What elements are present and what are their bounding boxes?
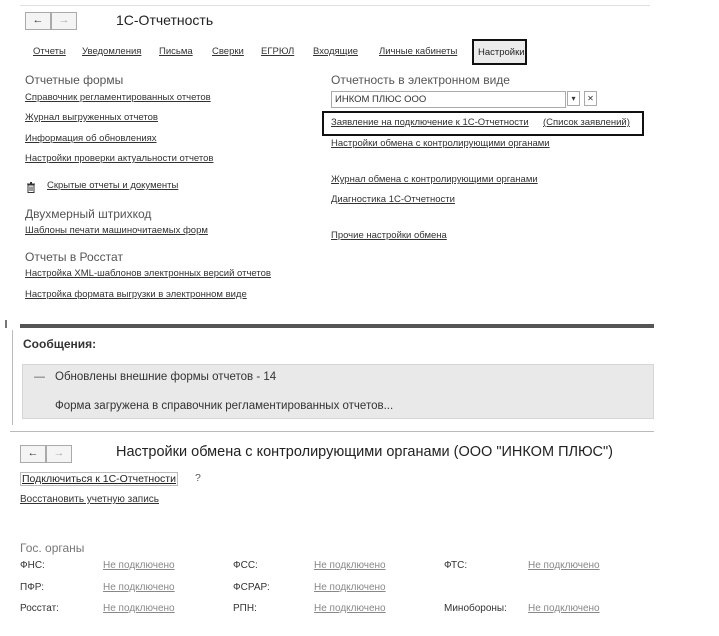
body-label-rosstat: Росстат:	[20, 603, 59, 614]
link-diagnostics[interactable]: Диагностика 1С-Отчетности	[331, 194, 455, 205]
exchange-nav-group	[20, 445, 72, 463]
body-status-pfr[interactable]: Не подключено	[103, 582, 175, 593]
organization-field[interactable]: ИНКОМ ПЛЮС ООО	[331, 91, 566, 108]
tab-settings-label: Настройки	[478, 47, 525, 58]
back-button[interactable]: ←	[25, 12, 51, 30]
tab-settings[interactable]	[472, 39, 527, 65]
body-status-mod[interactable]: Не подключено	[528, 603, 600, 614]
panel-separator	[20, 324, 654, 328]
tab-egrul[interactable]: ЕГРЮЛ	[261, 46, 295, 57]
tab-incoming[interactable]: Входящие	[313, 46, 359, 57]
body-status-rpn[interactable]: Не подключено	[314, 603, 386, 614]
tab-personal-accounts[interactable]: Личные кабинеты	[379, 46, 458, 57]
link-actuality-settings[interactable]: Настройки проверки актуальности отчетов	[25, 153, 214, 164]
body-status-rosstat[interactable]: Не подключено	[103, 603, 175, 614]
gov-bodies-heading: Гос. органы	[20, 541, 85, 555]
rosstat-heading: Отчеты в Росстат	[25, 250, 123, 264]
tab-letters[interactable]: Письма	[159, 46, 193, 57]
link-applications-list[interactable]: (Список заявлений)	[543, 117, 630, 128]
exchange-back-button[interactable]: ←	[20, 445, 46, 463]
tab-notifications[interactable]: Уведомления	[82, 46, 142, 57]
exchange-forward-button[interactable]: →	[46, 445, 72, 463]
link-connection-application[interactable]: Заявление на подключение к 1С-Отчетности	[331, 117, 529, 128]
body-status-fns[interactable]: Не подключено	[103, 560, 175, 571]
body-status-fss[interactable]: Не подключено	[314, 560, 386, 571]
message-line-1[interactable]: Обновлены внешние формы отчетов - 14	[55, 371, 277, 383]
body-label-rpn: РПН:	[233, 603, 257, 614]
link-reports-reference[interactable]: Справочник регламентированных отчетов	[25, 92, 211, 103]
link-restore-account[interactable]: Восстановить учетную запись	[20, 494, 159, 505]
tab-reconciliations[interactable]: Сверки	[212, 46, 244, 57]
link-connect-1c[interactable]: Подключиться к 1С-Отчетности	[22, 473, 176, 485]
exchange-title: Настройки обмена с контролирующими органами (ООО "ИНКОМ ПЛЮС")	[116, 444, 613, 460]
body-label-mod: Минобороны:	[444, 603, 507, 614]
messages-panel	[22, 364, 654, 419]
messages-heading: Сообщения:	[23, 337, 97, 351]
trash-icon	[26, 180, 36, 191]
link-update-info[interactable]: Информация об обновлениях	[25, 133, 157, 144]
link-exchange-settings[interactable]: Настройки обмена с контролирующими органами	[331, 138, 550, 149]
collapse-messages-button[interactable]: —	[34, 371, 45, 383]
link-exchange-journal[interactable]: Журнал обмена с контролирующими органами	[331, 174, 538, 185]
body-status-fsrar[interactable]: Не подключено	[314, 582, 386, 593]
nav-group	[25, 12, 77, 30]
electronic-reporting-heading: Отчетность в электронном виде	[331, 73, 510, 87]
body-label-fsrar: ФСРАР:	[233, 582, 270, 593]
top-border-line	[20, 5, 650, 6]
forward-button[interactable]: →	[51, 12, 77, 30]
link-xml-templates[interactable]: Настройка XML-шаблонов электронных версий отчетов	[25, 268, 271, 279]
link-hidden-reports[interactable]: Скрытые отчеты и документы	[47, 180, 179, 191]
body-status-fts[interactable]: Не подключено	[528, 560, 600, 571]
link-barcode-templates[interactable]: Шаблоны печати машиночитаемых форм	[25, 225, 208, 236]
body-label-fss: ФСС:	[233, 560, 258, 571]
window-title: 1С-Отчетность	[116, 12, 214, 28]
help-icon[interactable]: ?	[195, 472, 201, 484]
link-exported-reports[interactable]: Журнал выгруженных отчетов	[25, 112, 158, 123]
barcode-heading: Двухмерный штрихкод	[25, 207, 152, 221]
reports-heading: Отчетные формы	[25, 73, 124, 87]
window-bottom-edge	[10, 431, 654, 432]
body-label-fts: ФТС:	[444, 560, 468, 571]
message-line-2[interactable]: Форма загружена в справочник регламентированных отчетов...	[55, 400, 394, 412]
link-other-settings[interactable]: Прочие настройки обмена	[331, 230, 447, 241]
body-label-fns: ФНС:	[20, 560, 45, 571]
organization-dropdown-button[interactable]: ▾	[567, 91, 580, 106]
organization-clear-button[interactable]: ✕	[584, 91, 597, 106]
body-label-pfr: ПФР:	[20, 582, 45, 593]
left-edge-line	[12, 330, 13, 425]
link-export-format[interactable]: Настройка формата выгрузки в электронном виде	[25, 289, 247, 300]
splitter-tick[interactable]	[5, 320, 7, 328]
tab-reports[interactable]: Отчеты	[33, 46, 66, 57]
